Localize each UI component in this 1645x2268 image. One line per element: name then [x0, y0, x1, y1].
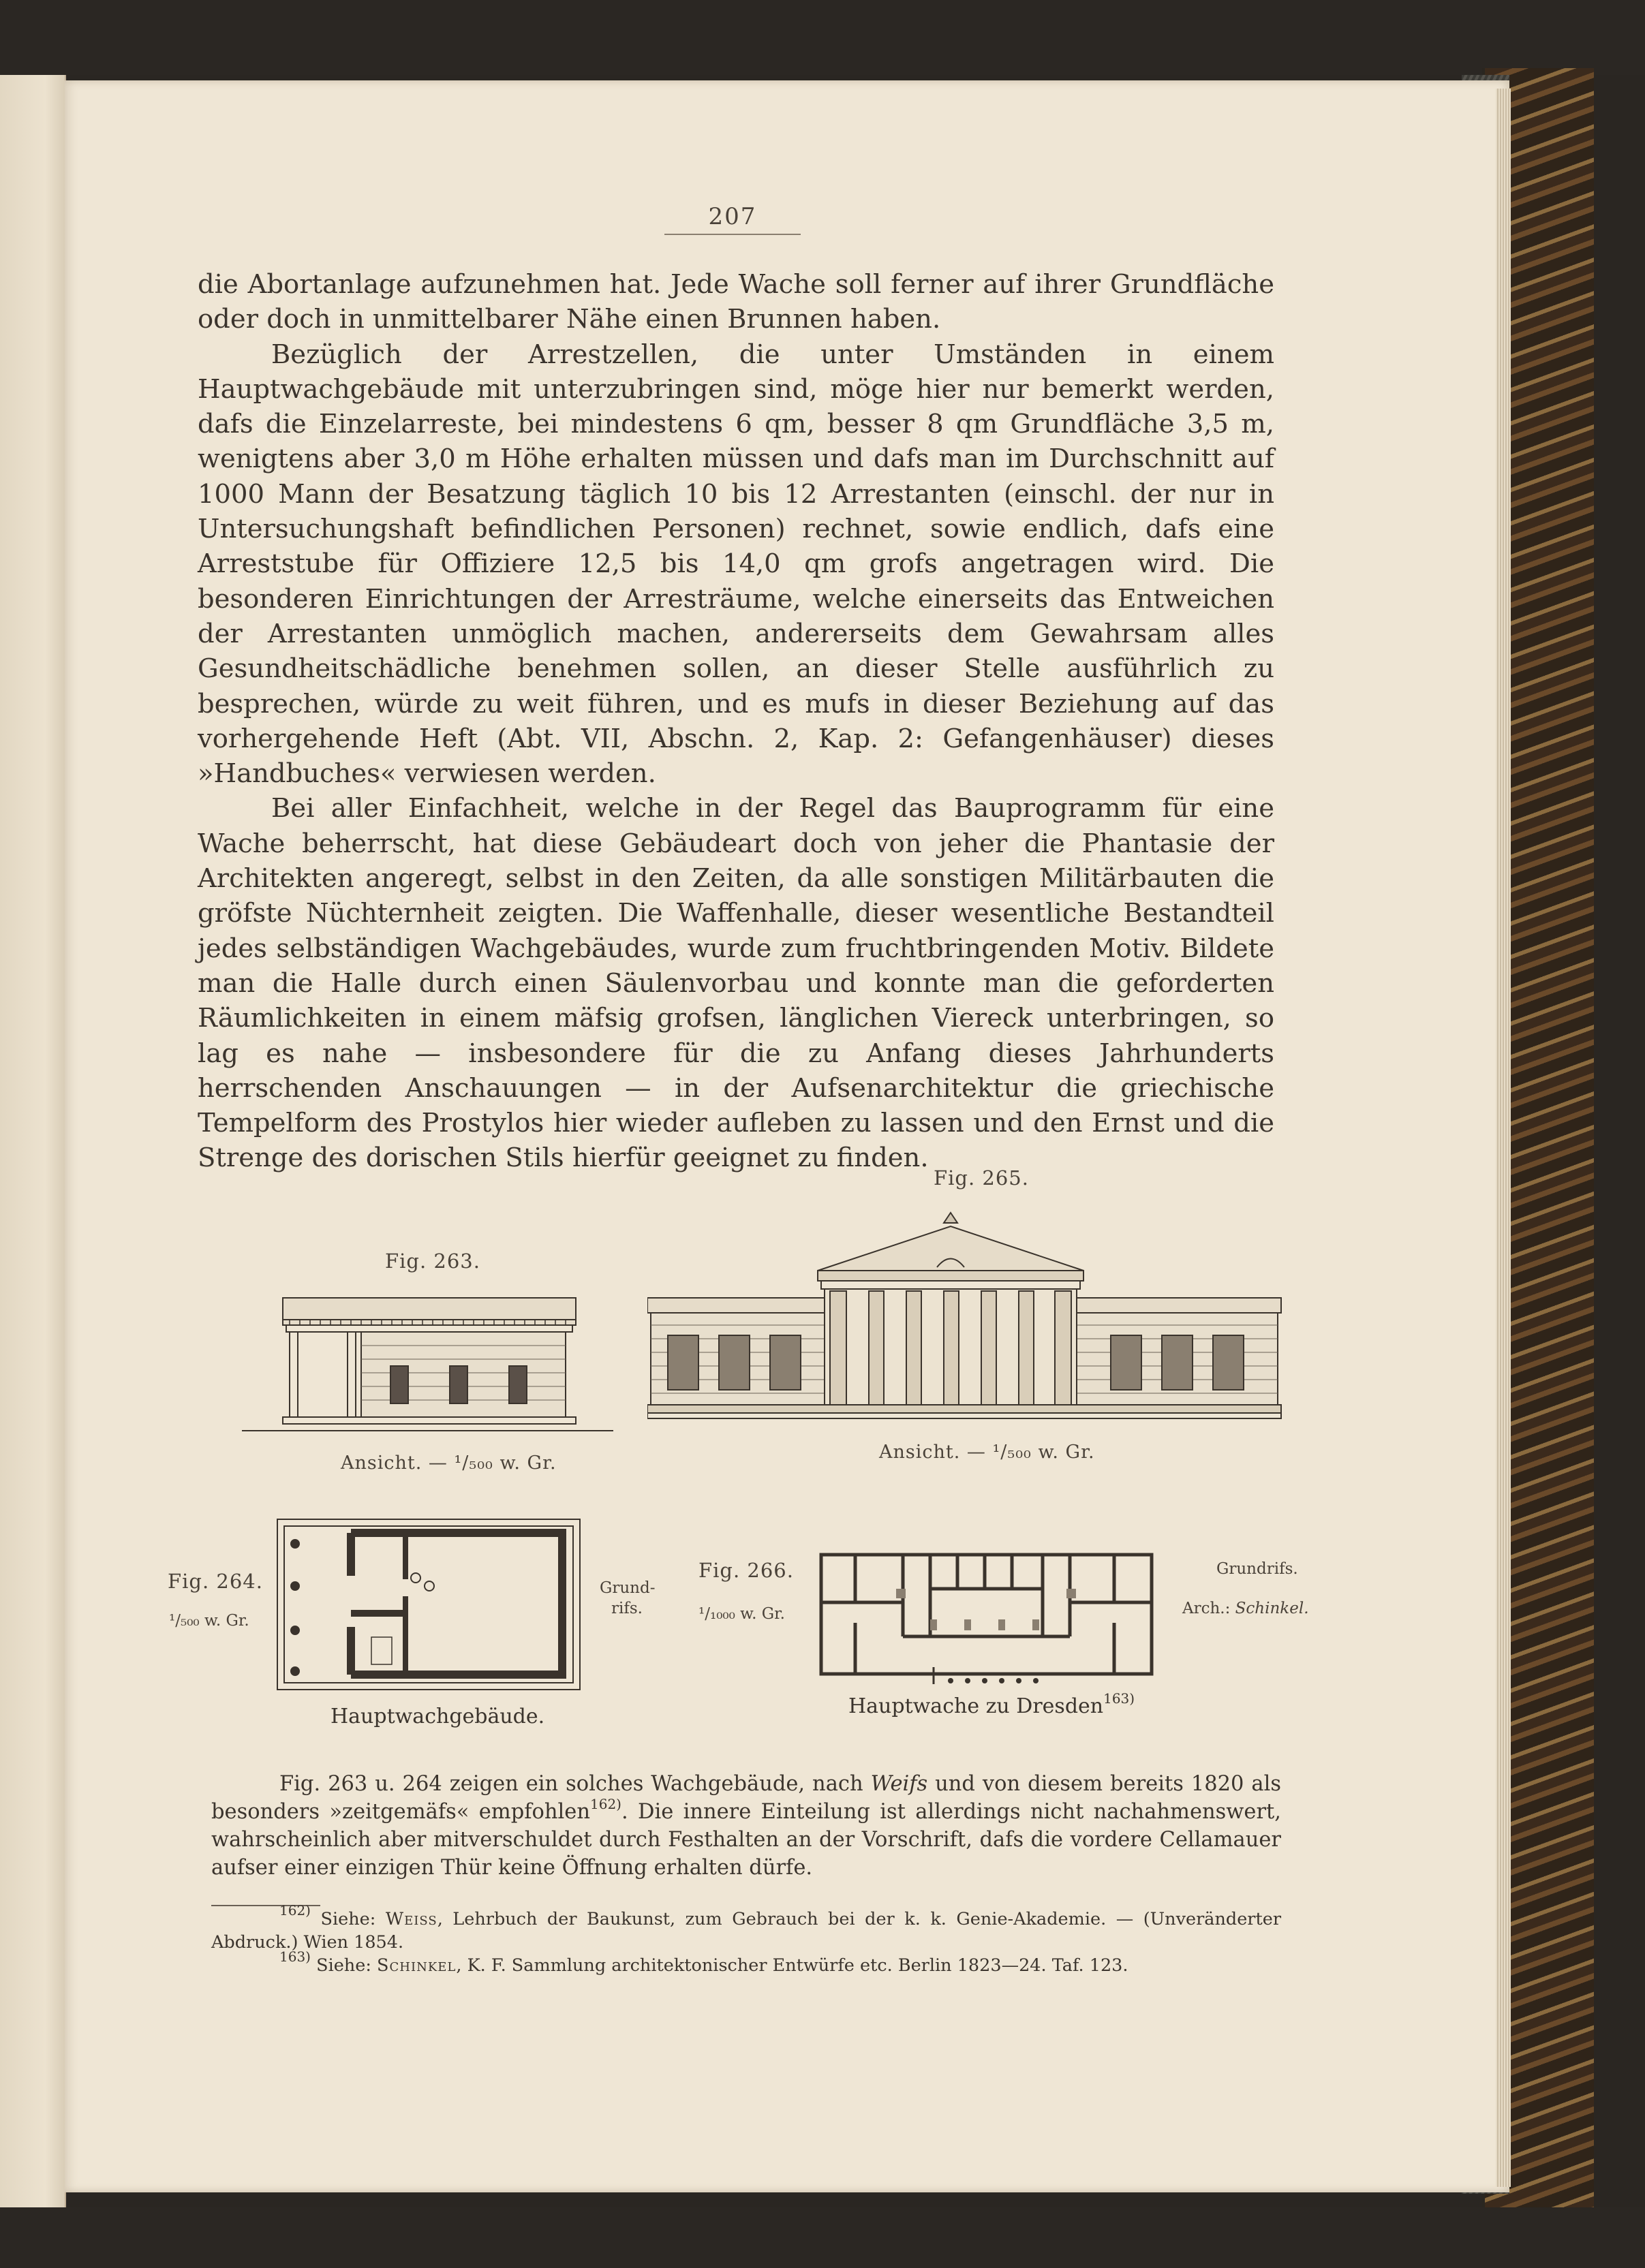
fig266-caption — [848, 1690, 1135, 1718]
architect-name: Schinkel. — [1235, 1600, 1309, 1617]
page-stack-edge — [1496, 89, 1511, 2187]
page-number: 207 — [708, 203, 757, 230]
lower-text-footnote-ref: 162) — [590, 1796, 621, 1812]
footnote-162 — [211, 1902, 1282, 1954]
paragraph-2: Bezüglich der Arrestzellen, die unter Umständen in einem Hauptwachgebäude mit unterzubringen sind, möge hier nur bemerkt werden, dafs die Einzelarreste, bei mindestens 6 qm, besser 8 qm Grundfläche 3,5 m, wenigtens aber 3,0 m Höhe erhalten müssen und dafs man im Durchschnitt auf 1000 Mann der Besatzung täglich 10 bis 12 Arrestanten (einschl. der nur in Untersuchungshaft befindlichen Personen) rechnet, sowie endlich, dafs eine Arreststube für Offiziere 12,5 bis 14,0 qm grofs angetragen wird. Die besonderen Einrichtungen der Arresträume, welche einerseits das Entweichen der Arrestanten unmöglich machen, andererseits dem Gewahrsam alles Gesundheitschädliche benehmen sollen, an dieser Stelle ausführlich zu besprechen, würde zu weit führen, und es mufs in dieser Beziehung auf das vorhergehende Heft (Abt. VII, Abschn. 2, Kap. 2: Gefangenhäuser) dieses »Handbuches« verwiesen werden. — [198, 339, 1274, 790]
fig266-side-label-architect — [1182, 1600, 1309, 1617]
footnote-163-author: Schinkel — [377, 1955, 457, 1976]
background-bottom — [0, 2207, 1645, 2268]
fig265-caption: Ansicht. — ¹/₅₀₀ w. Gr. — [879, 1442, 1095, 1463]
lower-paragraph-text — [211, 1770, 1281, 1882]
left-page-edge — [0, 75, 66, 2207]
fig263-label: Fig. 263. — [385, 1249, 480, 1273]
paragraph-1: die Abortanlage aufzunehmen hat. Jede Wache soll ferner auf ihrer Grundfläche oder doch in unmittelbarer Nähe einen Brunnen haben. — [198, 269, 1274, 335]
background-top — [0, 0, 1645, 75]
footnotes — [211, 1902, 1282, 1977]
lower-text-part2: und von diesem bereits 1820 als besonders »zeitgemäfs« empfohlen — [211, 1772, 1281, 1824]
footnote-163-text: , K. F. Sammlung architektonischer Entwürfe etc. Berlin 1823—24. Taf. 123. — [456, 1955, 1128, 1976]
fig266-label: Fig. 266. — [698, 1559, 794, 1582]
footnote-162-text: , Lehrbuch der Baukunst, zum Gebrauch bei der k. k. Genie-Akademie. — (Unveränderter Abdruck.) Wien 1854. — [211, 1909, 1282, 1953]
fig264-scale: ¹/₅₀₀ w. Gr. — [169, 1612, 249, 1630]
fig266-footnote-ref: 163) — [1103, 1690, 1135, 1707]
footnote-162-number: 162) — [279, 1902, 311, 1919]
fig266-floorplan-drawing — [814, 1548, 1158, 1688]
footnote-163-number: 163) — [279, 1948, 311, 1965]
lower-paragraph — [211, 1770, 1281, 1882]
footnote-163-prefix: Siehe: — [316, 1955, 371, 1976]
fig265-label: Fig. 265. — [934, 1166, 1029, 1190]
paragraph-3: Bei aller Einfachheit, welche in der Regel das Bauprogramm für eine Wache beherrscht, hat diese Gebäudeart doch von jeher die Phantasie der Architekten angeregt, selbst in den Zeiten, da alle sonstigen Militärbauten die gröfste Nüchternheit zeigten. Die Waffenhalle, dieser wesentliche Bestandteil jedes selbständigen Wachgebäudes, wurde zum fruchtbringenden Motiv. Bildete man die Halle durch einen Säulenvorbau und konnte man die geforderten Räumlichkeiten in einem mäfsig grofsen, länglichen Viereck unterbringen, so lag es nahe — insbesondere für die zu Anfang dieses Jahrhunderts herrschenden Anschauungen — in der Aufsenarchitektur die griechische Tempelform des Prostylos hier wieder aufleben zu lassen und den Ernst und die Strenge des dorischen Stils hierfür geeignet zu finden. — [198, 793, 1274, 1174]
fig266-caption-text: Hauptwache zu Dresden — [848, 1694, 1104, 1718]
fig266-scale: ¹/₁₀₀₀ w. Gr. — [698, 1605, 785, 1623]
fig264-caption: Hauptwachgebäude. — [330, 1705, 545, 1728]
fig265-elevation-drawing — [647, 1202, 1315, 1444]
fig264-label: Fig. 264. — [168, 1570, 263, 1593]
architect-prefix: Arch.: — [1182, 1600, 1231, 1617]
fig263-elevation-drawing — [242, 1288, 620, 1441]
page-number-rule — [664, 234, 801, 235]
body-text — [198, 267, 1274, 1176]
fig266-side-label-plan: Grundrifs. — [1216, 1560, 1298, 1578]
footnote-162-author: Weiss — [385, 1909, 437, 1929]
fig263-caption: Ansicht. — ¹/₅₀₀ w. Gr. — [341, 1453, 557, 1474]
lower-text-name: Weifs — [870, 1772, 928, 1796]
lower-text-part3: . Die innere Einteilung ist allerdings nicht nachahmenswert, wahrscheinlich aber mitverschuldet durch Festhalten an der Vorschrift, dafs die vordere Cellamauer aufser einer einzigen Thür keine Öffnung erhalten dürfe. — [211, 1800, 1281, 1880]
fig264-side-label: Grund- rifs. — [600, 1579, 656, 1617]
footnote-163 — [211, 1948, 1281, 1977]
footnote-162-prefix: Siehe: — [320, 1909, 376, 1929]
lower-text-part1: Fig. 263 u. 264 zeigen ein solches Wachgebäude, nach — [279, 1772, 863, 1796]
fig264-floorplan-drawing — [276, 1518, 583, 1692]
